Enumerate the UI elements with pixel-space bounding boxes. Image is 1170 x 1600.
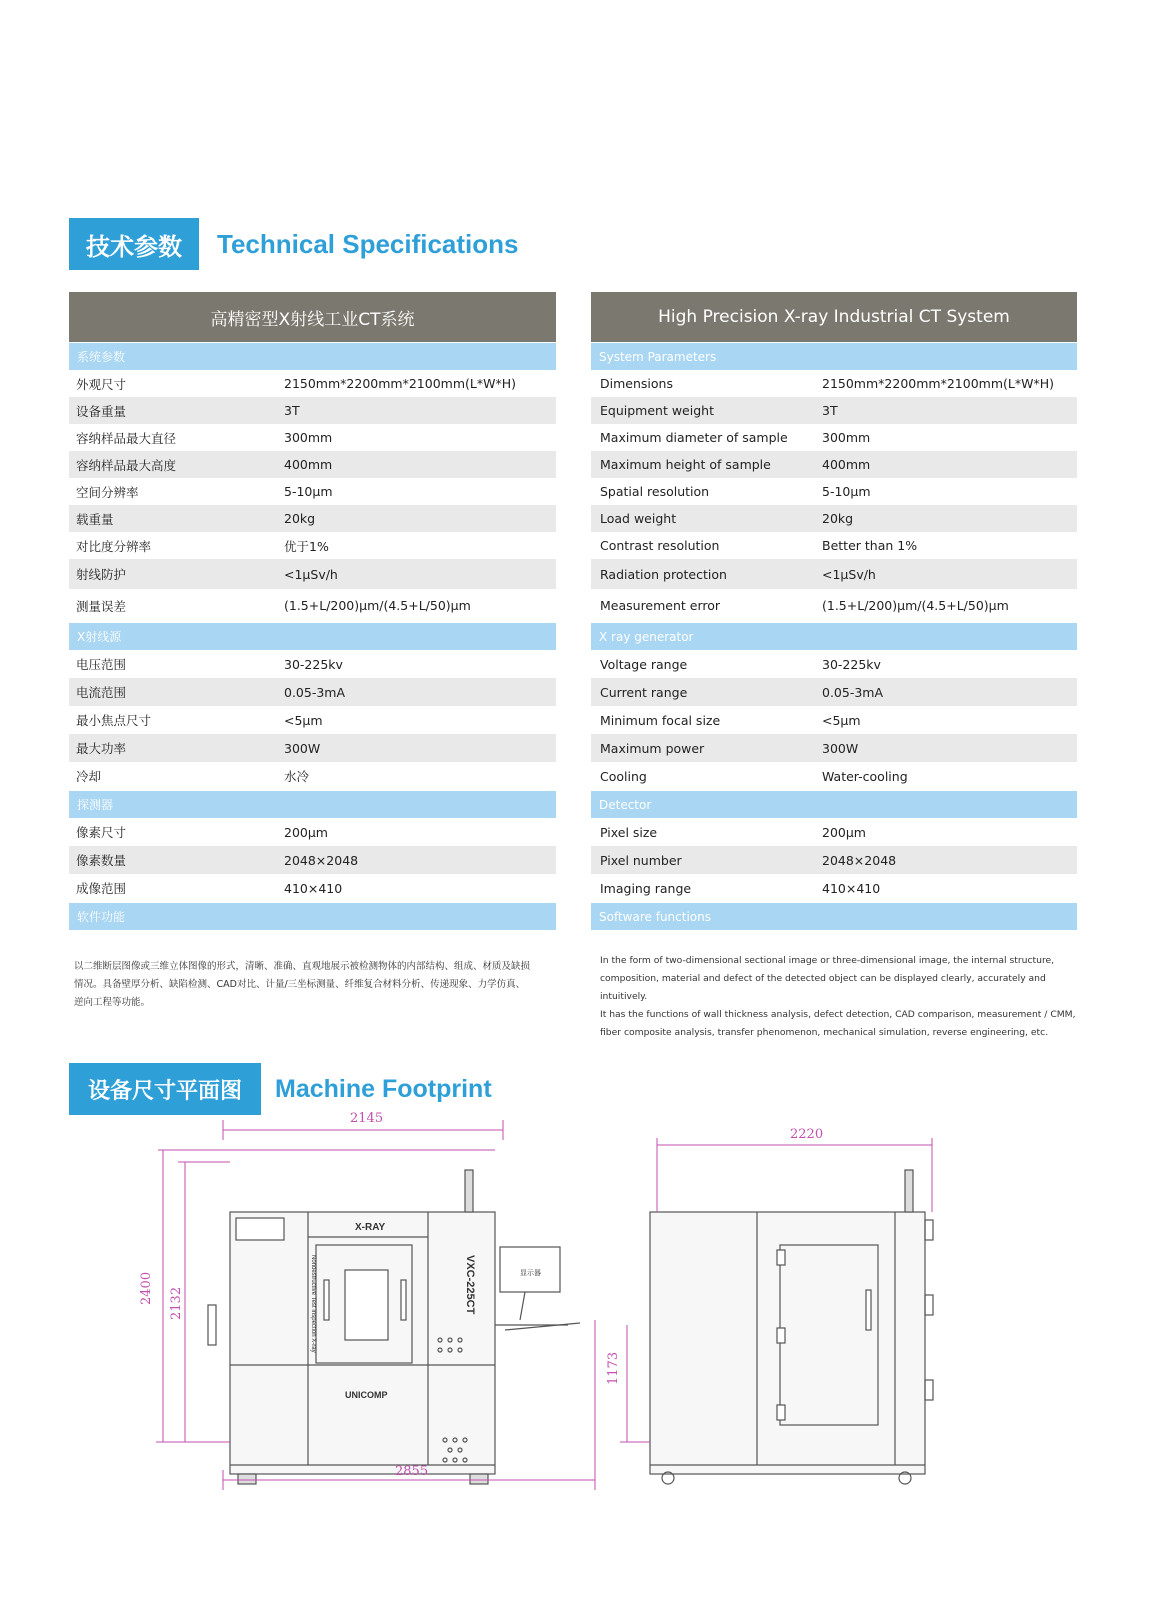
param-value: 3T (822, 403, 838, 418)
table-row (69, 532, 556, 559)
door-handle-left (324, 1280, 329, 1320)
table-row (69, 478, 556, 505)
param-name: 容纳样品最大高度 (76, 457, 177, 473)
footprint-en-title: Machine Footprint (275, 1074, 492, 1103)
table-row (69, 706, 556, 734)
table-row (69, 505, 556, 532)
param-name: 像素尺寸 (76, 825, 127, 840)
monitor-label: 显示器 (520, 1270, 541, 1277)
category-header: 软件功能 (69, 903, 556, 930)
note-line: 以二维断层图像或三维立体图像的形式，清晰、准确、直观地展示被检测物体的内部结构、组成、材质及缺损 (74, 961, 531, 972)
category-header: System Parameters (591, 343, 1077, 370)
param-value: 300W (822, 740, 859, 756)
param-name: 电流范围 (76, 685, 127, 700)
tech-spec-header (69, 218, 519, 270)
table-row (591, 532, 1077, 559)
param-value: 水冷 (284, 769, 310, 784)
table-row (591, 505, 1077, 532)
footprint-cn-title: 设备尺寸平面图 (69, 1063, 261, 1115)
param-value: 300mm (284, 430, 333, 445)
param-name: 最大功率 (76, 741, 127, 756)
table-row (591, 734, 1077, 762)
viewing-window (345, 1270, 388, 1340)
dim-front-width: 2145 (350, 1111, 384, 1126)
param-value: Water-cooling (822, 768, 908, 784)
table-row (591, 589, 1077, 622)
param-value: 300mm (822, 430, 871, 445)
category-header: Software functions (591, 903, 1077, 930)
side-knob (925, 1220, 933, 1240)
param-name: Load weight (600, 511, 677, 526)
param-name: Measurement error (600, 598, 721, 613)
param-value: 2048×2048 (822, 852, 897, 868)
door-handle-right (401, 1280, 406, 1320)
table-body (591, 343, 1077, 930)
table-row (591, 678, 1077, 706)
param-value: <5μm (822, 712, 861, 728)
param-name: Current range (600, 684, 688, 700)
param-name: 像素数量 (76, 853, 127, 868)
dim-total-width: 2855 (395, 1464, 429, 1479)
table-row (591, 874, 1077, 902)
param-value: (1.5+L/200)μm/(4.5+L/50)μm (284, 598, 471, 613)
side-handle (208, 1305, 216, 1345)
table-row (591, 706, 1077, 734)
note-line: It has the functions of wall thickness analysis, defect detection, CAD comparison, measurement / CMM, (600, 1009, 1076, 1020)
table-row (69, 650, 556, 678)
table-title: 高精密型X射线工业CT系统 (69, 292, 556, 342)
param-name: 载重量 (76, 511, 114, 527)
param-value: 410×410 (822, 880, 881, 896)
param-value: 200μm (284, 824, 328, 840)
note-line: composition, material and defect of the detected object can be displayed clearly, accurately and intuitively. (600, 973, 1046, 1002)
param-name: Spatial resolution (600, 484, 710, 499)
tech-spec-cn-title: 技术参数 (69, 218, 199, 270)
category-header: Detector (591, 791, 1077, 818)
vertical-text: Nondestructive Test Inspection X-ray (310, 1255, 316, 1353)
param-name: Radiation protection (600, 566, 727, 582)
param-name: 外观尺寸 (76, 376, 127, 392)
note-line: 逆向工程等功能。 (74, 997, 151, 1008)
param-value: 200μm (822, 824, 866, 840)
side-knob (925, 1380, 933, 1400)
table-row (69, 818, 556, 846)
dim-table-height: 1173 (606, 1351, 621, 1385)
brand-label: UNICOMP (345, 1390, 388, 1400)
param-value: 2150mm*2200mm*2100mm(L*W*H) (284, 376, 516, 391)
tech-spec-en-title: Technical Specifications (217, 228, 519, 259)
model-label: VXC-225CT (464, 1255, 476, 1315)
software-description-cn (74, 958, 554, 1012)
param-name: Imaging range (600, 880, 692, 896)
param-name: 空间分辨率 (76, 484, 139, 500)
side-knob (925, 1295, 933, 1315)
param-value: 5-10μm (284, 484, 333, 499)
category-header: 探测器 (69, 791, 556, 818)
param-value: 3T (284, 403, 300, 418)
signal-lamp (465, 1170, 473, 1212)
param-value: 5-10μm (822, 484, 871, 499)
table-row (591, 397, 1077, 424)
param-name: 成像范围 (76, 881, 127, 896)
param-name: 对比度分辨率 (76, 538, 152, 554)
side-cabinet (650, 1212, 925, 1474)
table-row (69, 589, 556, 622)
table-row (69, 370, 556, 397)
param-name: Maximum diameter of sample (600, 430, 788, 445)
param-value: 优于1% (284, 538, 329, 554)
param-name: Contrast resolution (600, 538, 720, 553)
side-door-handle (866, 1290, 871, 1330)
param-name: Maximum height of sample (600, 457, 771, 472)
param-name: 测量误差 (76, 598, 127, 614)
dim-cabinet-height: 2132 (169, 1286, 184, 1320)
param-name: 设备重量 (76, 403, 127, 419)
table-row (591, 478, 1077, 505)
param-name: Pixel size (600, 824, 658, 840)
param-name: Maximum power (600, 740, 705, 756)
param-name: Dimensions (600, 376, 673, 391)
param-value: 410×410 (284, 880, 343, 896)
dim-side-width: 2220 (790, 1127, 824, 1142)
note-line: 情况。具备壁厚分析、缺陷检测、CAD对比、计量/三坐标测量、纤维复合材料分析、传递现象、力学仿真、 (74, 979, 526, 990)
param-value: <1μSv/h (822, 566, 876, 582)
xray-label: X-RAY (355, 1222, 386, 1233)
param-value: 300W (284, 740, 321, 756)
logo-badge (236, 1218, 284, 1240)
category-header: 系统参数 (69, 343, 556, 370)
table-row (69, 762, 556, 790)
param-value: 20kg (284, 511, 316, 526)
software-description-en (600, 952, 1090, 1042)
param-value: 0.05-3mA (822, 684, 884, 700)
machine-footprint-drawing (0, 1111, 1170, 1530)
table-row (591, 370, 1077, 397)
table-row (591, 559, 1077, 589)
param-value: 30-225kv (822, 656, 881, 672)
param-name: 最小焦点尺寸 (76, 713, 152, 728)
dim-total-height: 2400 (139, 1271, 154, 1305)
table-title: High Precision X-ray Industrial CT System (591, 292, 1077, 342)
param-name: 冷却 (76, 769, 102, 784)
category-header: X射线源 (69, 623, 556, 650)
table-row (69, 397, 556, 424)
table-row (69, 874, 556, 902)
param-value: 20kg (822, 511, 854, 526)
footprint-header (69, 1063, 492, 1115)
foot (238, 1474, 256, 1484)
table-row (69, 846, 556, 874)
param-name: Cooling (600, 768, 647, 784)
side-signal-lamp (905, 1170, 913, 1212)
note-line: fiber composite analysis, transfer phenomenon, mechanical simulation, reverse engineering, etc. (600, 1027, 1049, 1038)
table-row (69, 678, 556, 706)
param-name: 电压范围 (76, 657, 127, 672)
param-name: Minimum focal size (600, 712, 721, 728)
param-value: 2150mm*2200mm*2100mm(L*W*H) (822, 376, 1054, 391)
param-value: (1.5+L/200)μm/(4.5+L/50)μm (822, 598, 1009, 613)
table-row (591, 451, 1077, 478)
param-value: 30-225kv (284, 656, 343, 672)
table-row (591, 762, 1077, 790)
category-header: X ray generator (591, 623, 1077, 650)
param-value: <5μm (284, 712, 323, 728)
table-row (591, 650, 1077, 678)
param-value: 400mm (822, 457, 871, 472)
spec-table-en (591, 292, 1077, 930)
table-row (69, 734, 556, 762)
table-row (591, 818, 1077, 846)
param-value: 400mm (284, 457, 333, 472)
param-value: 2048×2048 (284, 852, 359, 868)
param-name: Equipment weight (600, 403, 714, 418)
table-row (69, 559, 556, 589)
table-row (69, 451, 556, 478)
table-row (69, 424, 556, 451)
foot (470, 1474, 488, 1484)
table-row (591, 424, 1077, 451)
param-value: Better than 1% (822, 538, 918, 553)
param-name: Voltage range (600, 656, 688, 672)
param-value: 0.05-3mA (284, 684, 346, 700)
note-line: In the form of two-dimensional sectional image or three-dimensional image, the internal structure, (600, 955, 1055, 966)
table-row (591, 846, 1077, 874)
param-name: 容纳样品最大直径 (76, 430, 177, 446)
param-name: 射线防护 (76, 567, 127, 582)
front-cabinet (230, 1212, 495, 1474)
param-value: <1μSv/h (284, 566, 338, 582)
table-body (69, 343, 556, 930)
spec-table-cn (69, 292, 556, 930)
param-name: Pixel number (600, 852, 682, 868)
